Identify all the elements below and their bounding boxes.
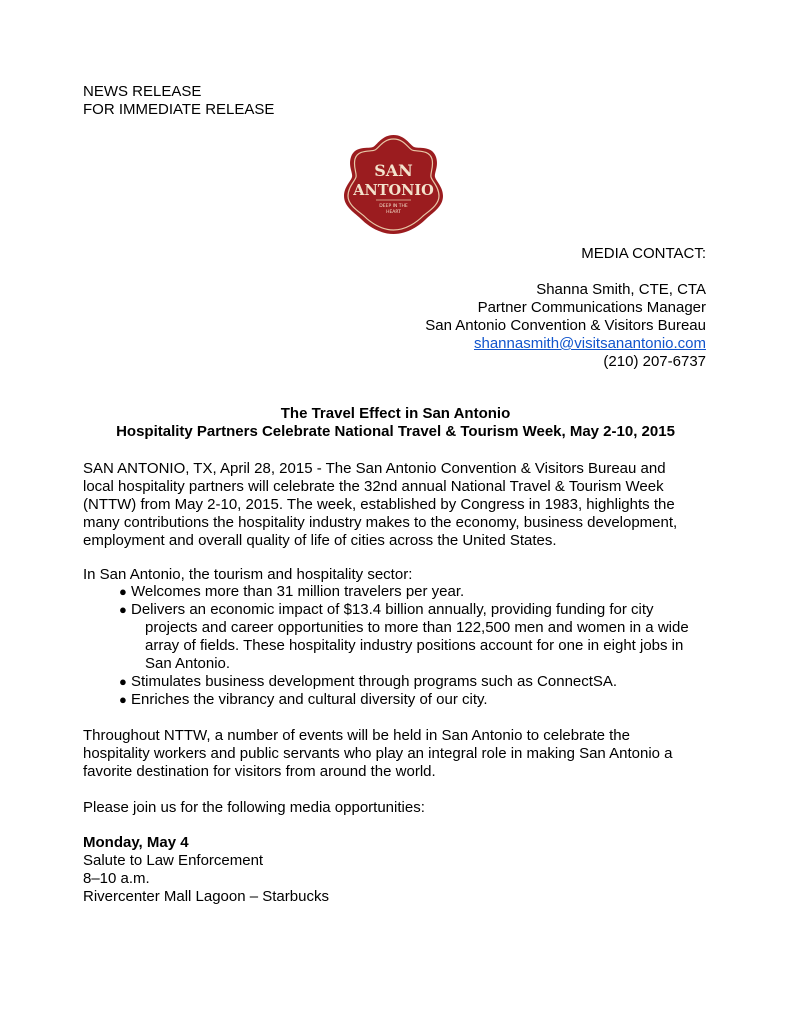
sector-bullet-list	[118, 583, 689, 709]
intro-line: local hospitality partners will celebrate the 32nd annual National Travel & Tourism Week	[83, 478, 664, 495]
sector-intro-text: In San Antonio, the tourism and hospitality sector:	[83, 566, 413, 583]
contact-email-link[interactable]: shannasmith@visitsanantonio.com	[473, 335, 706, 352]
release-titles	[0, 405, 791, 441]
throughout-paragraph	[83, 727, 673, 781]
event-name: Salute to Law Enforcement	[83, 852, 264, 869]
bullet-text: Enriches the vibrancy and cultural diversity of our city.	[131, 691, 488, 708]
throughout-line: hospitality workers and public servants who play an integral role in making San Antonio a	[83, 745, 673, 762]
logo-emblem-icon	[342, 133, 445, 236]
contact-name: Shanna Smith, CTE, CTA	[536, 281, 706, 298]
bullet-text: San Antonio.	[145, 655, 231, 672]
bullet-text: Delivers an economic impact of $13.4 billion annually, providing funding for city	[131, 601, 654, 618]
intro-line: SAN ANTONIO, TX, April 28, 2015 - The San Antonio Convention & Visitors Bureau and	[83, 460, 666, 477]
logo-text-heart: HEART	[386, 210, 401, 215]
join-paragraph	[83, 799, 425, 817]
release-subtitle: Hospitality Partners Celebrate National Travel & Tourism Week, May 2-10, 2015	[116, 423, 675, 440]
logo-text-antonio: ANTONIO	[353, 182, 434, 199]
list-item	[118, 601, 689, 673]
bullet-text: Welcomes more than 31 million travelers per year.	[131, 583, 465, 600]
list-item	[118, 691, 689, 709]
throughout-line: Throughout NTTW, a number of events will be held in San Antonio to celebrate the	[83, 727, 630, 744]
throughout-line: favorite destination for visitors from around the world.	[83, 763, 436, 780]
bullet-icon: ●	[119, 674, 127, 689]
contact-organization: San Antonio Convention & Visitors Bureau	[425, 317, 706, 334]
logo-text-san: SAN	[374, 161, 413, 180]
intro-line: (NTTW) from May 2-10, 2015. The week, established by Congress in 1983, highlights the	[83, 496, 675, 513]
event-time: 8–10 a.m.	[83, 870, 150, 887]
list-item	[118, 673, 689, 691]
bullet-icon: ●	[119, 602, 127, 617]
bullet-text: Stimulates business development through programs such as ConnectSA.	[131, 673, 618, 690]
news-release-label: NEWS RELEASE	[83, 83, 202, 100]
contact-phone: (210) 207-6737	[603, 353, 706, 370]
bullet-icon: ●	[119, 584, 127, 599]
list-item	[118, 583, 689, 601]
bullet-icon: ●	[119, 692, 127, 707]
intro-line: many contributions the hospitality industry makes to the economy, business development,	[83, 514, 678, 531]
media-contact-block	[425, 245, 706, 371]
bullet-text: projects and career opportunities to more than 122,500 men and women in a wide	[145, 619, 689, 636]
media-contact-label: MEDIA CONTACT:	[581, 245, 706, 262]
event-date: Monday, May 4	[83, 834, 189, 851]
intro-paragraph	[83, 460, 677, 550]
intro-line: employment and overall quality of life of cities across the United States.	[83, 532, 557, 549]
event-block	[83, 834, 329, 906]
sector-intro	[83, 566, 412, 584]
san-antonio-logo	[342, 133, 445, 236]
event-location: Rivercenter Mall Lagoon – Starbucks	[83, 888, 329, 905]
contact-title: Partner Communications Manager	[477, 299, 706, 316]
bullet-text: array of fields. These hospitality industry positions account for one in eight jobs in	[145, 637, 684, 654]
logo-text-deep: DEEP IN THE	[379, 204, 408, 209]
release-title: The Travel Effect in San Antonio	[280, 405, 511, 422]
join-text: Please join us for the following media opportunities:	[83, 799, 425, 816]
release-header	[83, 83, 274, 119]
immediate-release-label: FOR IMMEDIATE RELEASE	[83, 101, 275, 118]
